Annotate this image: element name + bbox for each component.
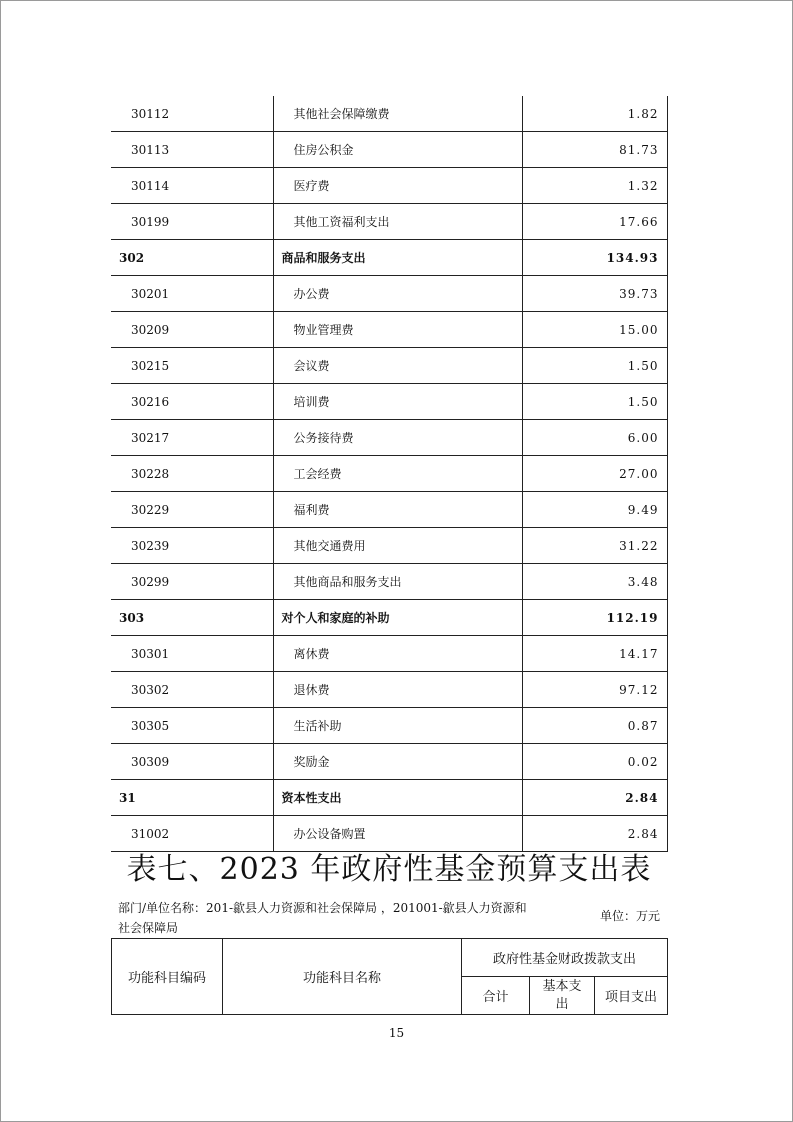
row-name: 工会经费 [273,456,522,492]
row-name: 住房公积金 [273,132,522,168]
header-project-expense: 项目支出 [595,977,668,1015]
row-code: 31002 [111,816,273,852]
row-code: 31 [111,780,273,816]
row-code: 30114 [111,168,273,204]
table-row [111,528,667,564]
row-name: 培训费 [273,384,522,420]
row-name: 奖励金 [273,744,522,780]
row-code: 30239 [111,528,273,564]
row-amount: 27.00 [522,456,667,492]
row-name: 生活补助 [273,708,522,744]
row-name: 其他社会保障缴费 [273,96,522,132]
header-basic-expense: 基本支出 [530,977,595,1015]
fund-expense-table [111,938,668,1015]
row-amount: 1.82 [522,96,667,132]
row-amount: 1.50 [522,348,667,384]
row-amount: 0.87 [522,708,667,744]
row-amount: 17.66 [522,204,667,240]
row-amount: 15.00 [522,312,667,348]
row-amount: 31.22 [522,528,667,564]
table-row [111,168,667,204]
table-row [111,132,667,168]
row-name: 福利费 [273,492,522,528]
row-name: 对个人和家庭的补助 [273,600,522,636]
table-row [111,708,667,744]
row-code: 30201 [111,276,273,312]
table-row [111,564,667,600]
section-title: 表七、2023 年政府性基金预算支出表 [126,852,652,887]
row-name: 其他工资福利支出 [273,204,522,240]
row-code: 30229 [111,492,273,528]
row-amount: 39.73 [522,276,667,312]
department-name [118,898,538,938]
row-amount: 2.84 [522,780,667,816]
header-fund-appropriation: 政府性基金财政拨款支出 [462,939,668,977]
row-amount: 9.49 [522,492,667,528]
row-amount: 97.12 [522,672,667,708]
row-code: 30228 [111,456,273,492]
table-row [111,492,667,528]
row-name: 退休费 [273,672,522,708]
row-name: 其他交通费用 [273,528,522,564]
department-line-1: 部门/单位名称：201-歙县人力资源和社会保障局 ，201001-歙县人力资源和 [118,901,527,915]
row-name: 会议费 [273,348,522,384]
row-amount: 2.84 [522,816,667,852]
row-code: 30302 [111,672,273,708]
row-code: 30199 [111,204,273,240]
row-name: 物业管理费 [273,312,522,348]
row-amount: 112.19 [522,600,667,636]
row-code: 30216 [111,384,273,420]
row-code: 30305 [111,708,273,744]
header-total: 合计 [462,977,530,1015]
page-number: 15 [388,1026,405,1040]
table-row [111,96,667,132]
table-row [111,240,667,276]
table-row [111,384,667,420]
row-code: 30301 [111,636,273,672]
row-amount: 1.50 [522,384,667,420]
budget-expense-table [111,96,668,852]
table-row [111,600,667,636]
row-amount: 14.17 [522,636,667,672]
table-row [111,780,667,816]
row-name: 办公费 [273,276,522,312]
row-amount: 134.93 [522,240,667,276]
row-code: 30209 [111,312,273,348]
table-row [111,744,667,780]
row-name: 办公设备购置 [273,816,522,852]
row-amount: 3.48 [522,564,667,600]
row-code: 303 [111,600,273,636]
header-function-code: 功能科目编码 [112,939,223,1015]
table-row [111,420,667,456]
row-name: 商品和服务支出 [273,240,522,276]
row-code: 302 [111,240,273,276]
unit-label: 单位：万元 [600,909,661,923]
row-amount: 0.02 [522,744,667,780]
table-row [111,348,667,384]
row-name: 资本性支出 [273,780,522,816]
table-row [111,456,667,492]
row-code: 30309 [111,744,273,780]
budget-table-body [111,96,667,852]
row-amount: 6.00 [522,420,667,456]
table-row [111,204,667,240]
row-name: 离休费 [273,636,522,672]
row-code: 30299 [111,564,273,600]
row-amount: 1.32 [522,168,667,204]
row-code: 30112 [111,96,273,132]
row-name: 医疗费 [273,168,522,204]
row-name: 公务接待费 [273,420,522,456]
row-code: 30217 [111,420,273,456]
row-code: 30215 [111,348,273,384]
department-line-2: 社会保障局 [118,921,179,935]
header-function-name: 功能科目名称 [223,939,462,1015]
table-row [111,672,667,708]
table-row [111,276,667,312]
table-row [111,312,667,348]
row-amount: 81.73 [522,132,667,168]
row-name: 其他商品和服务支出 [273,564,522,600]
row-code: 30113 [111,132,273,168]
table-row [111,636,667,672]
